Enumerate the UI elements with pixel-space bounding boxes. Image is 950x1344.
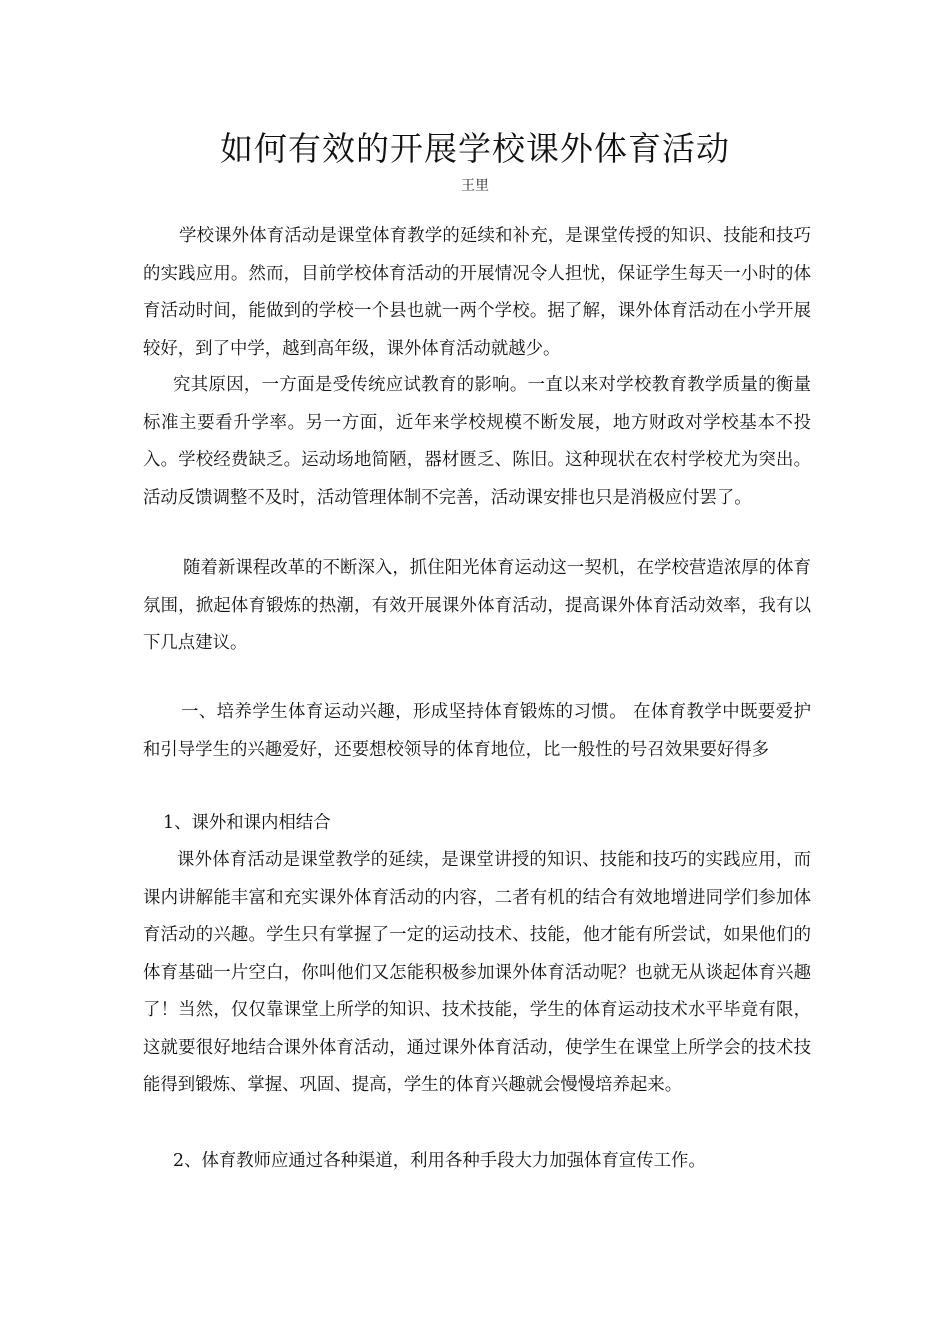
paragraph-causes: 究其原因，一方面是受传统应试教育的影响。一直以来对学校教育教学质量的衡量标准主要看升学率。另一方面，近年来学校规模不断发展，地方财政对学校基本不投入。学校经费缺乏。运动场地简陋，器材匮乏、陈旧。这种现状在农村学校尤为突出。活动反馈调整不及时，活动管理体制不完善，活动课安排也只是消极应付罢了。	[143, 375, 811, 508]
document-author: 王里	[461, 178, 489, 194]
section-heading-interest: 一、培养学生体育运动兴趣，形成坚持体育锻炼的习惯。 在体育教学中既要爱护和引导学生的兴趣爱好，还要想校领导的体育地位，比一般性的号召效果要好得多	[143, 702, 811, 760]
document-title: 如何有效的开展学校课外体育活动	[220, 129, 730, 168]
subheading-combine: 1、课外和课内相结合	[163, 813, 331, 833]
subheading-promotion: 2、体育教师应通过各种渠道，利用各种手段大力加强体育宣传工作。	[173, 1151, 706, 1171]
paragraph-combine-detail: 课外体育活动是课堂教学的延续，是课堂讲授的知识、技能和技巧的实践应用，而课内讲解能丰富和充实课外体育活动的内容，二者有机的结合有效地增进同学们参加体育活动的兴趣。学生只有掌握了一定的运动技术、技能，他才能有所尝试，如果他们的体育基础一片空白，你叫他们又怎能积极参加课外体育活动呢？也就无从谈起体育兴趣了！当然，仅仅靠课堂上所学的知识、技术技能，学生的体育运动技术水平毕竟有限，这就要很好地结合课外体育活动，通过课外体育活动，使学生在课堂上所学会的技术技能得到锻炼、掌握、巩固、提高，学生的体育兴趣就会慢慢培养起来。	[143, 850, 811, 1095]
paragraph-intro: 学校课外体育活动是课堂体育教学的延续和补充，是课堂传授的知识、技能和技巧的实践应用。然而，目前学校体育活动的开展情况令人担忧，保证学生每天一小时的体育活动时间，能做到的学校一个县也就一两个学校。据了解，课外体育活动在小学开展较好，到了中学，越到高年级，课外体育活动就越少。	[143, 226, 811, 359]
paragraph-suggestions-intro: 随着新课程改革的不断深入，抓住阳光体育运动这一契机，在学校营造浓厚的体育氛围，掀起体育锻炼的热潮，有效开展课外体育活动，提高课外体育活动效率，我有以下几点建议。	[143, 558, 811, 653]
